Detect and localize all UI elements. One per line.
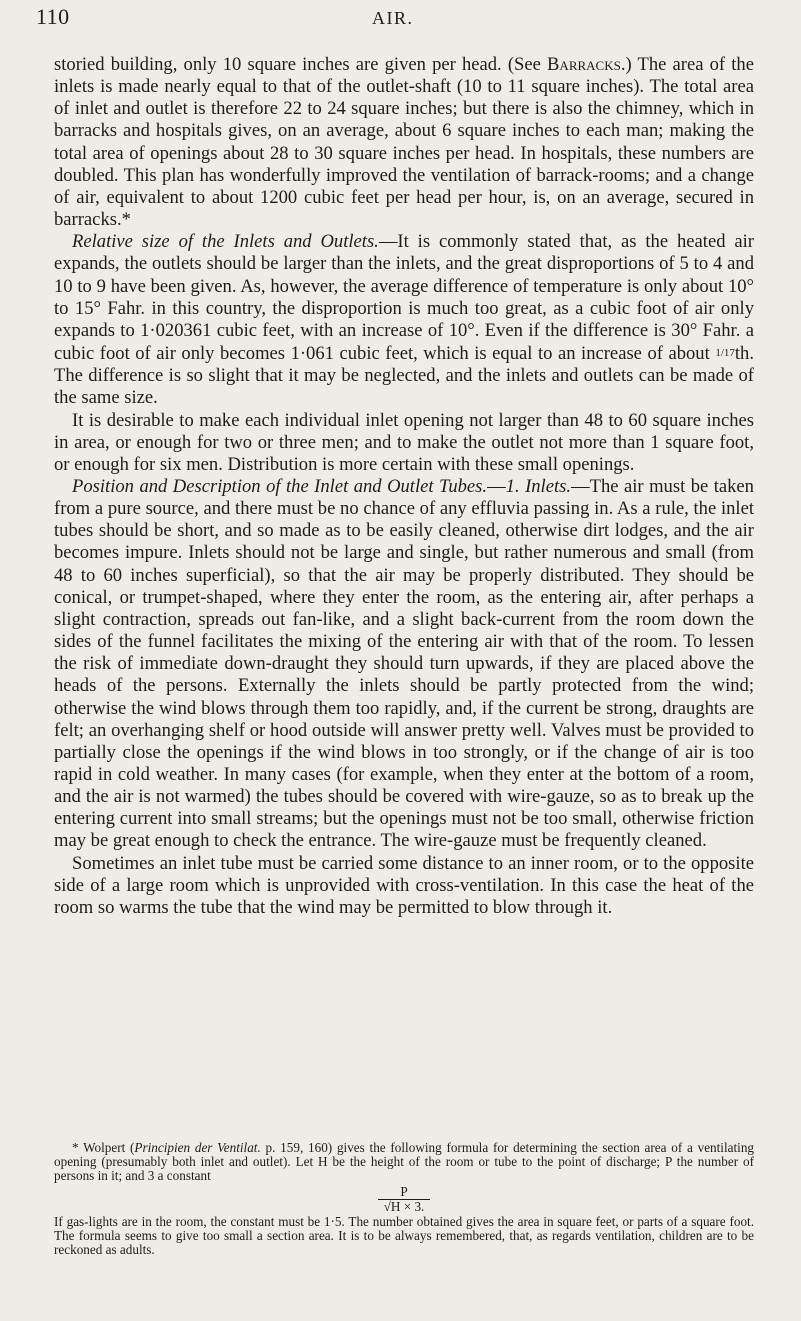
- cited-work: Principien der Ventilat.: [134, 1140, 261, 1155]
- inline-fraction: 1/17: [715, 347, 735, 360]
- footnote-paragraph: [54, 1141, 754, 1184]
- cross-reference: Barracks: [547, 54, 621, 75]
- subsection-heading: 1. Inlets.: [505, 475, 572, 497]
- section-heading: Position and Description of the Inlet and Outlet Tubes.: [72, 475, 488, 497]
- paragraph-inner-room: Sometimes an inlet tube must be carried some distance to an inner room, or to the opposite side of a large room which is unprovided with cross-ventilation. In this case the heat of the room so warms the tube that the wind may be permitted to blow through it.: [54, 852, 754, 918]
- text-run: .) The area of the inlets is made nearly equal to that of the outlet-shaft (10 to 11 square inches). The total area of inlet and outlet is therefore 22 to 24 square inches; but there is also the chimney, which in barracks and hospitals gives, on an average, about 6 square inches to each man; making the total area of openings about 28 to 30 square inches per head. In hospitals, these numbers are doubled. This plan has wonderfully improved the ventilation of barrack-rooms; and a change of air, equivalent to about 1200 cubic feet per head per hour, is, on an average, secured in barracks.*: [54, 54, 754, 231]
- paragraph-barracks: [54, 54, 754, 231]
- body-text: [54, 54, 754, 919]
- formula-numerator: P: [400, 1183, 408, 1199]
- text-run: —: [487, 475, 506, 497]
- text-run: th. The difference is so slight that it may be neglected, and the inlets and outlets can be made of the same size.: [54, 343, 754, 409]
- running-head: AIR.: [372, 8, 414, 28]
- formula-fraction: [378, 1185, 431, 1215]
- formula-denominator: √H × 3.: [378, 1199, 431, 1215]
- footnote: [54, 1141, 754, 1257]
- text-run: p. 159, 160) gives the following formula for determining the section area of a ventilating opening (presumably both inlet and outlet). Let H be the height of the room or tube to the point of discharge; P the number of persons in it; and 3 a constant: [54, 1140, 755, 1184]
- footnote-paragraph-gas: If gas-lights are in the room, the constant must be 1·5. The number obtained gives the area in square feet, or parts of a square foot. The formula seems to give too small a section area. It is to be always remembered, that, as regards ventilation, children are to be reckoned as adults.: [54, 1213, 754, 1258]
- paragraph-relative-size: [54, 231, 754, 409]
- text-run: storied building, only 10 square inches are given per head. (See: [54, 54, 548, 75]
- text-run: —The air must be taken from a pure source, and there must be no chance of any effluvia passing in. As a rule, the inlet tubes should be short, and so made as to be easily cleaned, otherwise dirt lodges, and the air becomes impure. Inlets should not be large and single, but rather numerous and small (from 48 to 60 inches superficial), so that the air may be properly distributed. They should be conical, or trumpet-shaped, where they enter the room, as the entering air, after perhaps a slight contraction, spreads out fan-like, and a slight back-current from the room down the sides of the funnel facilitates the mixing of the entering air with that of the room. To lessen the risk of immediate down-draught they should turn upwards, if they are placed above the heads of the persons. Externally the inlets should be partly protected from the wind; otherwise the wind blows through them too rapidly, and, if the current be strong, draughts are felt; an overhanging shelf or hood outside will answer pretty well. Valves must be provided to partially close the openings if the wind blows in too strongly, or if the change of air is too rapid in cold weather. In many cases (for example, when they enter at the bottom of a room, and the air is not warmed) the tubes should be covered with wire-gauze, so as to break up the entering current into small streams; but the openings must not be too small, otherwise friction may be great enough to check the entrance. The wire-gauze must be frequently cleaned.: [54, 475, 754, 852]
- text-run: * Wolpert (: [72, 1140, 135, 1155]
- paragraph-inlet-size: It is desirable to make each individual inlet opening not larger than 48 to 60 square inches in area, or enough for two or three men; and to make the outlet not more than 1 square foot, or enough for six men. Distribution is more certain with these small openings.: [54, 409, 754, 475]
- text-run: —It is commonly stated that, as the heated air expands, the outlets should be larger than the inlets, and the great disproportions of 5 to 4 and 10 to 9 have been given. As, however, the average difference of temperature is only about 10° to 15° Fahr. in this country, the disproportion is much too great, as a cubic foot of air only expands to 1·020361 cubic feet, with an increase of 10°. Even if the difference is 30° Fahr. a cubic foot of air only becomes 1·061 cubic feet, which is equal to an increase of about: [54, 231, 754, 365]
- formula: [54, 1185, 754, 1215]
- page-number: 110: [36, 4, 70, 29]
- section-heading: Relative size of the Inlets and Outlets.: [72, 231, 379, 253]
- paragraph-inlet-tubes: [54, 476, 754, 853]
